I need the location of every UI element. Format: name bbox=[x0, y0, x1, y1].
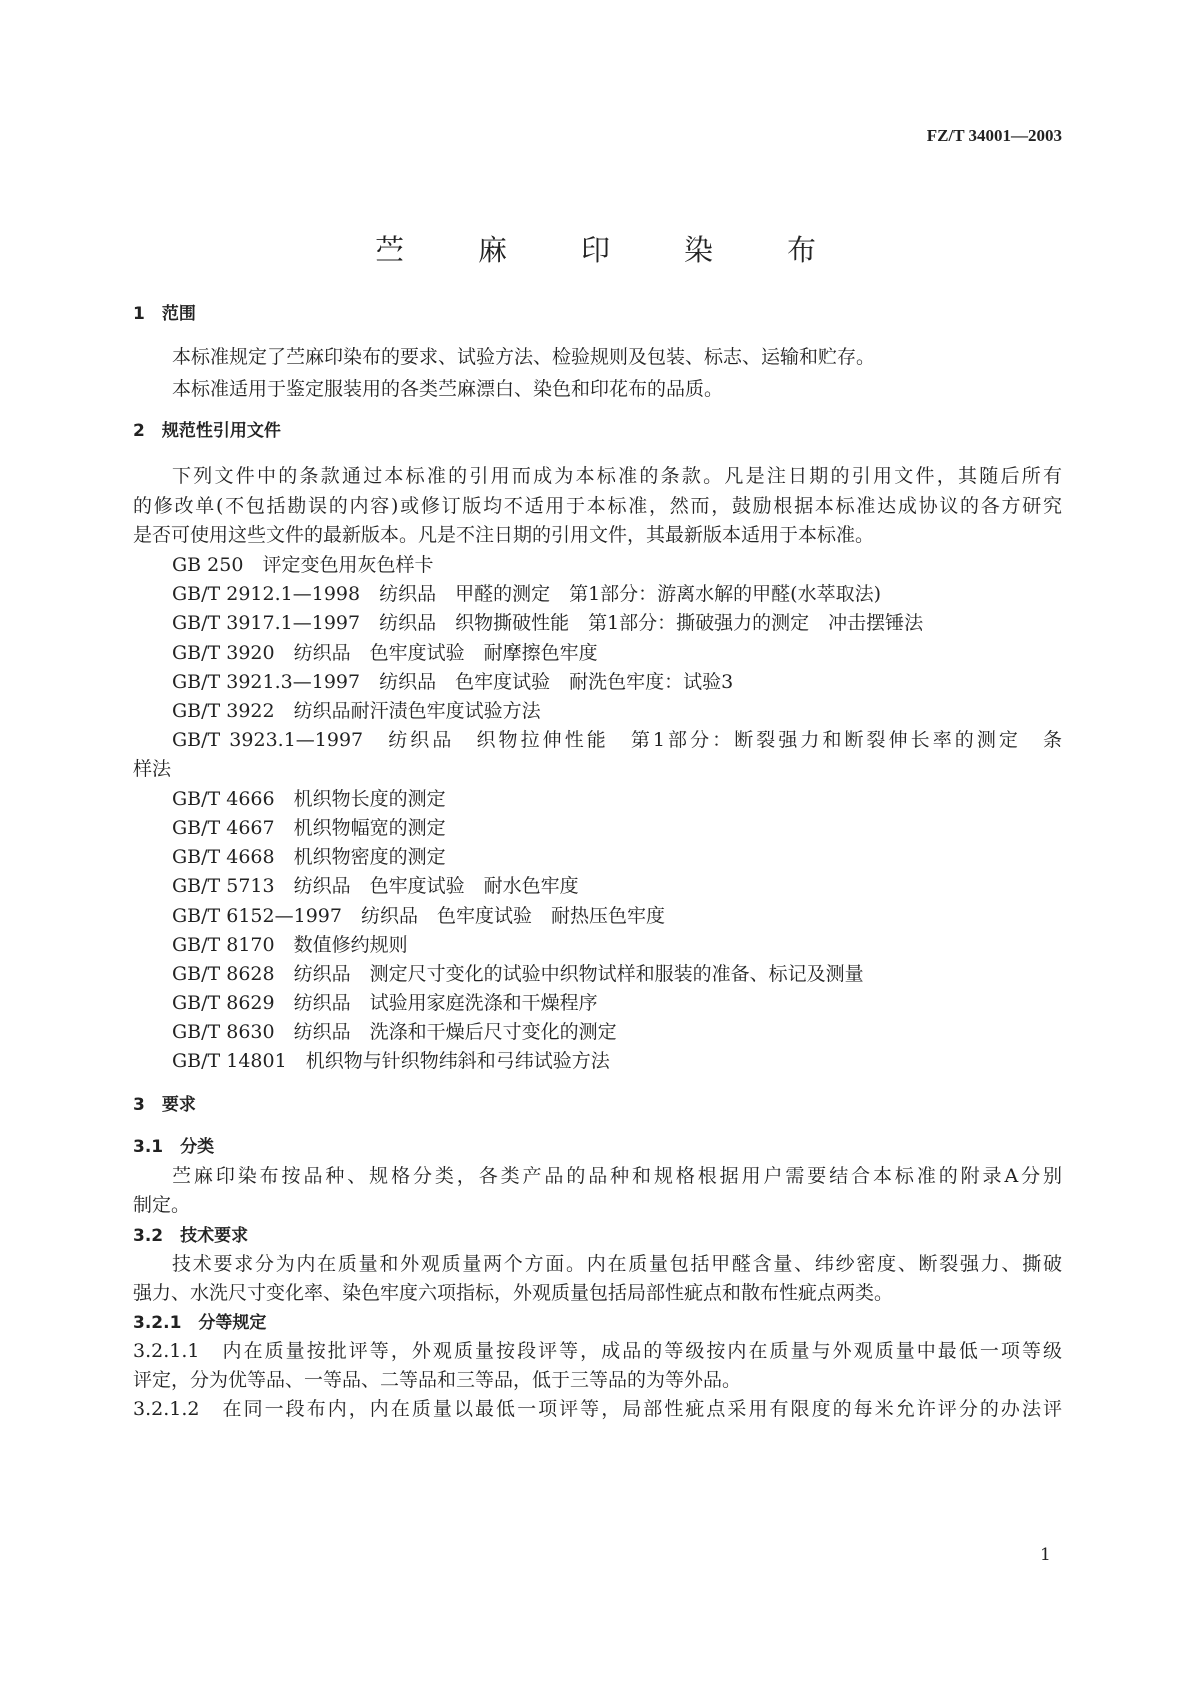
reference-item: GB/T 8170 数值修约规则 bbox=[172, 934, 408, 956]
paragraph-line: 的修改单(不包括勘误的内容)或修订版均不适用于本标准，然而，鼓励根据本标准达成协议的各方研究 bbox=[133, 495, 1062, 517]
paragraph-line: 制定。 bbox=[133, 1194, 191, 1216]
section-heading-references: 2 规范性引用文件 bbox=[133, 421, 281, 441]
reference-item: GB/T 4667 机织物幅宽的测定 bbox=[172, 817, 446, 839]
paragraph-line: 是否可使用这些文件的最新版本。凡是不注日期的引用文件，其最新版本适用于本标准。 bbox=[133, 524, 875, 546]
subsection-heading-classification: 3.1 分类 bbox=[133, 1137, 215, 1157]
reference-item: GB/T 8629 纺织品 试验用家庭洗涤和干燥程序 bbox=[172, 992, 598, 1014]
reference-item: GB/T 5713 纺织品 色牢度试验 耐水色牢度 bbox=[172, 875, 579, 897]
reference-item: GB/T 6152—1997 纺织品 色牢度试验 耐热压色牢度 bbox=[172, 905, 665, 927]
reference-item: GB/T 4668 机织物密度的测定 bbox=[172, 846, 446, 868]
title-char: 印 bbox=[580, 233, 610, 267]
reference-item: GB/T 14801 机织物与针织物纬斜和弓纬试验方法 bbox=[172, 1050, 610, 1072]
paragraph-line: 强力、水洗尺寸变化率、染色牢度六项指标，外观质量包括局部性疵点和散布性疵点两类。 bbox=[133, 1282, 894, 1304]
paragraph-line: 本标准规定了苎麻印染布的要求、试验方法、检验规则及包装、标志、运输和贮存。 bbox=[172, 346, 876, 368]
reference-item: GB/T 3921.3—1997 纺织品 色牢度试验 耐洗色牢度：试验3 bbox=[172, 671, 734, 693]
reference-item: GB/T 8630 纺织品 洗涤和干燥后尺寸变化的测定 bbox=[172, 1021, 617, 1043]
clause-line: 评定，分为优等品、一等品、二等品和三等品，低于三等品的为等外品。 bbox=[133, 1369, 742, 1391]
document-title bbox=[0, 228, 1191, 269]
paragraph-line: 苎麻印染布按品种、规格分类，各类产品的品种和规格根据用户需要结合本标准的附录A分别 bbox=[172, 1165, 1062, 1187]
clause-line: 3.2.1.1 内在质量按批评等，外观质量按段评等，成品的等级按内在质量与外观质量中最低一项等级 bbox=[133, 1340, 1062, 1362]
reference-item: GB/T 3922 纺织品耐汗渍色牢度试验方法 bbox=[172, 700, 541, 722]
paragraph-line: 技术要求分为内在质量和外观质量两个方面。内在质量包括甲醛含量、纬纱密度、断裂强力、撕破 bbox=[172, 1253, 1062, 1275]
reference-item: GB/T 4666 机织物长度的测定 bbox=[172, 788, 446, 810]
subsection-heading-technical: 3.2 技术要求 bbox=[133, 1226, 249, 1246]
paragraph-line: 本标准适用于鉴定服装用的各类苎麻漂白、染色和印花布的品质。 bbox=[172, 378, 724, 400]
reference-item: GB/T 3920 纺织品 色牢度试验 耐摩擦色牢度 bbox=[172, 642, 598, 664]
paragraph-line: 下列文件中的条款通过本标准的引用而成为本标准的条款。凡是注日期的引用文件，其随后所有 bbox=[172, 465, 1062, 487]
reference-item: GB/T 8628 纺织品 测定尺寸变化的试验中织物试样和服装的准备、标记及测量 bbox=[172, 963, 864, 985]
standard-code: FZ/T 34001—2003 bbox=[926, 126, 1062, 145]
reference-item: GB/T 2912.1—1998 纺织品 甲醛的测定 第1部分：游离水解的甲醛(水萃取法) bbox=[172, 583, 882, 605]
reference-item: GB 250 评定变色用灰色样卡 bbox=[172, 554, 434, 576]
reference-item: GB/T 3923.1—1997 纺织品 织物拉伸性能 第1部分：断裂强力和断裂伸长率的测定 条 bbox=[172, 729, 1062, 751]
title-char: 苎 bbox=[374, 233, 404, 267]
clause-line: 3.2.1.2 在同一段布内，内在质量以最低一项评等，局部性疵点采用有限度的每米允许评分的办法评 bbox=[133, 1398, 1062, 1420]
reference-item: GB/T 3917.1—1997 纺织品 织物撕破性能 第1部分：撕破强力的测定 冲击摆锤法 bbox=[172, 612, 924, 634]
title-char: 布 bbox=[787, 233, 817, 267]
reference-item-continued: 样法 bbox=[133, 758, 172, 780]
subsection-heading-grading: 3.2.1 分等规定 bbox=[133, 1313, 267, 1333]
title-char: 染 bbox=[684, 233, 714, 267]
title-char: 麻 bbox=[477, 233, 507, 267]
section-heading-requirements: 3 要求 bbox=[133, 1095, 196, 1115]
section-heading-scope: 1 范围 bbox=[133, 304, 196, 324]
page-number: 1 bbox=[1040, 1545, 1051, 1565]
